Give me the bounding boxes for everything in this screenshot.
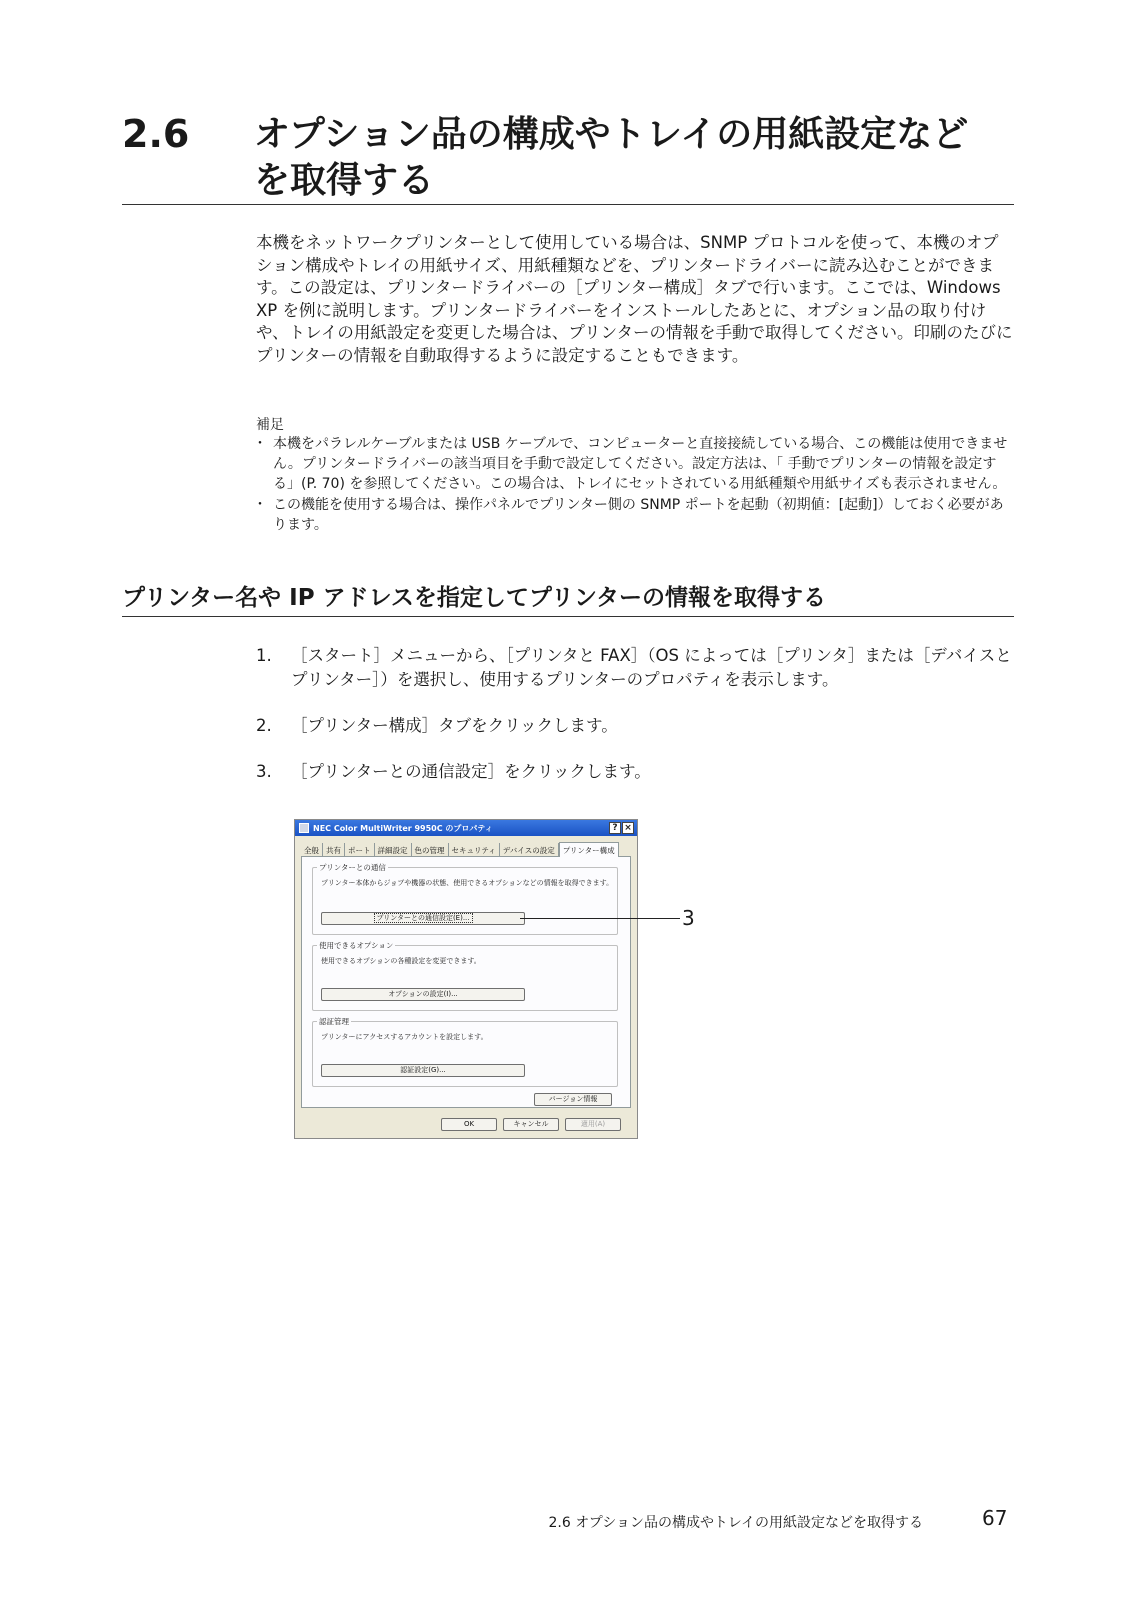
authentication-settings-button[interactable]: 認証設定(G)... <box>321 1064 525 1077</box>
group-communication <box>312 863 618 935</box>
note-item: ・ 本機をパラレルケーブルまたは USB ケーブルで、コンピューターと直接接続している場合、この機能は使用できません。プリンタードライバーの該当項目を手動で設定してください。設定方法は、「 手動でプリンターの情報を設定する」(P. 70) を参照してください。この場合は、トレイにセットされている用紙種類や用紙サイズも表示されません。 <box>256 434 1014 494</box>
running-footer: 2.6 オプション品の構成やトレイの用紙設定などを取得する <box>548 1515 923 1531</box>
dialog-title: NEC Color MultiWriter 9950C のプロパティ <box>313 824 493 833</box>
step-number: 1. <box>256 646 272 665</box>
dialog-titlebar <box>295 820 637 836</box>
cancel-button[interactable]: キャンセル <box>503 1118 559 1131</box>
intro-paragraph: 本機をネットワークプリンターとして使用している場合は、SNMP プロトコルを使って、本機のオプション構成やトレイの用紙サイズ、用紙種類などを、プリンタードライバーに読み込むことができます。この設定は、プリンタードライバーの［プリンター構成］タブで行います。ここでは、Windows XP を例に説明します。プリンタードライバーをインストールしたあとに、オプション品の取り付けや、トレイの用紙設定を変更した場合は、プリンターの情報を手動で取得してください。印刷のたびにプリンターの情報を自動取得するように設定することもできます。 <box>256 233 1013 365</box>
group-title: プリンターとの通信 <box>319 863 386 872</box>
button-label: プリンターとの通信設定(E)... <box>376 914 470 922</box>
page-number: 67 <box>982 1506 1008 1530</box>
group-authentication <box>312 1017 618 1087</box>
printer-properties-dialog <box>294 819 638 1139</box>
tab-ports[interactable]: ポート <box>345 843 375 857</box>
step-text: ［プリンターとの通信設定］をクリックします。 <box>291 762 651 781</box>
ok-button[interactable]: OK <box>441 1118 497 1131</box>
section-number: 2.6 <box>122 112 190 156</box>
communication-settings-button[interactable] <box>321 912 525 925</box>
step-text: ［スタート］メニューから、［プリンタと FAX］（OS によっては［プリンタ］または［デバイスとプリンター］）を選択し、使用するプリンターのプロパティを表示します。 <box>291 646 1012 689</box>
tab-printer-configuration[interactable]: プリンター構成 <box>559 842 619 857</box>
printer-icon <box>299 823 309 833</box>
apply-button[interactable]: 適用(A) <box>565 1118 621 1131</box>
subheading: プリンター名や IP アドレスを指定してプリンターの情報を取得する <box>122 582 1014 617</box>
group-description: プリンター本体からジョブや機器の状態、使用できるオプションなどの情報を取得できます。 <box>321 879 614 887</box>
group-title: 使用できるオプション <box>319 941 394 950</box>
tab-sharing[interactable]: 共有 <box>323 843 345 857</box>
step-item <box>256 760 1024 784</box>
step-number: 3. <box>256 762 272 781</box>
version-info-button[interactable]: バージョン情報 <box>534 1093 612 1106</box>
tab-strip <box>301 842 631 857</box>
group-options <box>312 941 618 1011</box>
step-item <box>256 714 1024 738</box>
callout-number: 3 <box>682 906 695 930</box>
callout-line <box>520 918 680 919</box>
group-description: プリンターにアクセスするアカウントを設定します。 <box>321 1033 488 1041</box>
help-button[interactable]: ? <box>609 822 621 834</box>
note-list <box>256 434 1014 536</box>
option-settings-button[interactable]: オプションの設定(I)... <box>321 988 525 1001</box>
group-description: 使用できるオプションの各種設定を変更できます。 <box>321 957 481 965</box>
step-text: ［プリンター構成］タブをクリックします。 <box>291 716 618 735</box>
step-number: 2. <box>256 716 272 735</box>
note-item: ・ この機能を使用する場合は、操作パネルでプリンター側の SNMP ポートを起動（初期値：[起動]）しておく必要があります。 <box>256 495 1014 535</box>
step-item <box>256 644 1024 692</box>
tab-general[interactable]: 全般 <box>301 843 323 857</box>
step-list <box>256 644 1024 784</box>
tab-device-settings[interactable]: デバイスの設定 <box>500 843 559 857</box>
tab-color-management[interactable]: 色の管理 <box>412 843 449 857</box>
section-title: オプション品の構成やトレイの用紙設定などを取得する <box>254 114 969 201</box>
section-header <box>122 108 1014 205</box>
tab-panel <box>301 857 631 1108</box>
group-title: 認証管理 <box>319 1017 349 1026</box>
close-button[interactable]: × <box>622 822 634 834</box>
note-heading: 補足 <box>256 417 284 433</box>
tab-security[interactable]: セキュリティ <box>449 843 500 857</box>
tab-advanced[interactable]: 詳細設定 <box>375 843 412 857</box>
